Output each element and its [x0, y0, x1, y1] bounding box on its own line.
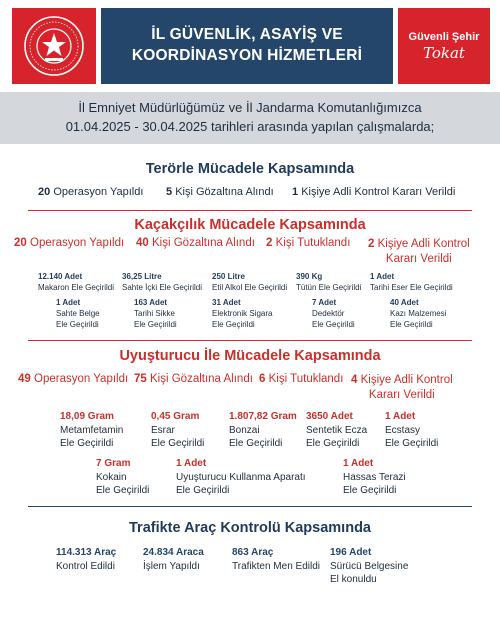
stat-number: 20 [14, 237, 27, 249]
terror-stat-judicial [292, 186, 455, 198]
item-value: 1 Adet [56, 298, 81, 307]
smuggling-stat-judicial [368, 237, 470, 267]
item-value: 250 Litre [212, 272, 245, 281]
stat-label: Operasyon Yapıldı [34, 373, 129, 385]
item-value: 40 Adet [390, 298, 419, 307]
item-desc-line2: Ele Geçirildi [312, 319, 355, 329]
item-value: 36,25 Litre [122, 272, 162, 281]
terror-stat-operations [38, 186, 143, 198]
stat-label: Operasyon Yapıldı [30, 237, 125, 249]
stat-number: 20 [38, 186, 51, 198]
drugs-item [343, 457, 406, 498]
item-desc-line2: Ele Geçirildi [212, 319, 255, 329]
item-desc: Makaron Ele Geçirildi [38, 282, 115, 292]
item-value: 196 Adet [330, 547, 372, 558]
stat-label-line2: Kararı Verildi [368, 388, 435, 401]
item-value: 0,45 Gram [151, 411, 200, 422]
item-desc: Sahte İçki Ele Geçirildi [122, 282, 203, 292]
item-desc: Tütün Ele Geçirildi [296, 282, 362, 292]
item-desc-line2: Ele Geçirildi [176, 485, 230, 496]
header-title-line1: İL GÜVENLİK, ASAYİŞ VE [151, 26, 343, 44]
item-value: 3650 Adet [306, 411, 353, 422]
brand-logo [398, 8, 490, 84]
item-desc: Dedektör [312, 308, 345, 318]
item-value: 1 Adet [385, 411, 416, 422]
stat-label: Kişiye Adli Kontrol Kararı Verildi [301, 186, 456, 198]
item-value: 7 Gram [96, 458, 131, 469]
stat-label: Kişiye Adli Kontrol [377, 238, 470, 250]
item-value: 12.140 Adet [38, 272, 83, 281]
stat-number: 40 [136, 237, 149, 249]
drugs-stat-judicial [351, 373, 453, 403]
smuggling-stat-arrests [266, 237, 350, 249]
item-desc: Sahte Belge [56, 308, 100, 318]
item-desc: Tarihi Sikke [134, 308, 175, 318]
stat-number: 49 [18, 373, 31, 385]
seal-emblem-icon [23, 15, 85, 77]
smuggling-section-title: Kaçakçılık Mücadele Kapsamında [134, 217, 366, 233]
drugs-item [151, 410, 204, 451]
smuggling-item [212, 298, 272, 330]
smuggling-item [296, 272, 361, 294]
item-desc: Sürücü Belgesine [330, 560, 409, 572]
item-desc: İşlem Yapıldı [143, 560, 200, 572]
smuggling-item [212, 272, 287, 294]
item-desc-line2: Ele Geçirildi [306, 438, 360, 449]
brand-line2: Tokat [423, 43, 465, 62]
item-value: 18,09 Gram [60, 411, 114, 422]
section-divider [28, 210, 472, 211]
smuggling-stat-detentions [136, 237, 255, 249]
smuggling-item [56, 298, 100, 330]
drugs-item [176, 457, 306, 498]
drugs-item [60, 410, 123, 451]
smuggling-stat-operations [14, 237, 124, 249]
intro-band [0, 92, 500, 144]
smuggling-item [134, 298, 177, 330]
item-value: 1 Adet [370, 272, 395, 281]
header-title [101, 8, 393, 84]
item-desc: Esrar [151, 424, 175, 436]
drugs-item [306, 410, 367, 451]
item-desc: Elektronik Sigara [212, 308, 273, 318]
stat-label: Kişi Gözaltına Alındı [152, 237, 255, 249]
traffic-item [330, 546, 408, 587]
item-desc-line2: El konuldu [330, 574, 377, 585]
item-value: 31 Adet [212, 298, 241, 307]
drugs-item [229, 410, 297, 451]
traffic-item [143, 546, 204, 573]
traffic-item [56, 546, 116, 573]
stat-label: Kişi Tutuklandı [268, 373, 344, 385]
stat-number: 2 [368, 238, 375, 250]
smuggling-item [370, 272, 453, 294]
drugs-stat-detentions [134, 373, 253, 385]
item-desc-line2: Ele Geçirildi [390, 319, 433, 329]
item-desc: Kokain [96, 471, 127, 483]
stat-label: Kişiye Adli Kontrol [360, 374, 453, 386]
stat-label: Kişi Gözaltına Alındı [150, 373, 253, 385]
stat-number: 6 [259, 373, 266, 385]
item-desc: Tarihi Eser Ele Geçirildi [370, 282, 453, 292]
drugs-stat-arrests [259, 373, 343, 385]
section-divider [28, 506, 472, 507]
stat-label: Operasyon Yapıldı [53, 186, 144, 198]
item-value: 1 Adet [176, 458, 207, 469]
traffic-item [232, 546, 320, 573]
item-desc-line2: Ele Geçirildi [229, 438, 283, 449]
header-title-line2: KOORDİNASYON HİZMETLERİ [131, 47, 363, 64]
item-value: 7 Adet [312, 298, 337, 307]
item-desc-line2: Ele Geçirildi [60, 438, 114, 449]
item-desc-line2: Ele Geçirildi [385, 438, 439, 449]
stat-label-line2: Kararı Verildi [385, 252, 452, 265]
item-desc: Etil Alkol Ele Geçirildi [212, 282, 288, 292]
intro-line1: İl Emniyet Müdürlüğümüz ve İl Jandarma Komutanlığımızca [78, 100, 422, 116]
smuggling-item [390, 298, 446, 330]
item-desc-line2: Ele Geçirildi [96, 485, 150, 496]
item-desc-line2: Ele Geçirildi [343, 485, 397, 496]
item-desc: Ecstasy [385, 424, 421, 436]
item-desc: Sentetik Ecza [306, 424, 368, 436]
item-desc: Kontrol Edildi [56, 560, 115, 572]
stat-label: Kişi Tutuklandı [275, 237, 351, 249]
stat-number: 4 [351, 374, 358, 386]
item-desc: Uyuşturucu Kullanma Aparatı [176, 471, 306, 483]
smuggling-item [312, 298, 355, 330]
stat-number: 75 [134, 373, 147, 385]
item-desc-line2: Ele Geçirildi [134, 319, 177, 329]
drugs-item [385, 410, 438, 451]
terror-section-title: Terörle Mücadele Kapsamında [145, 161, 355, 177]
item-value: 1 Adet [343, 458, 374, 469]
item-desc: Hassas Terazi [343, 471, 406, 483]
brand-line1: Güvenli Şehir [408, 30, 480, 43]
smuggling-item [38, 272, 114, 294]
item-value: 24.834 Araca [143, 547, 204, 558]
drugs-item [96, 457, 149, 498]
item-value: 1.807,82 Gram [229, 411, 297, 422]
item-value: 114.313 Araç [56, 547, 117, 558]
item-value: 863 Araç [232, 547, 274, 558]
header [0, 0, 500, 90]
item-value: 390 Kg [296, 272, 323, 281]
item-value: 163 Adet [134, 298, 168, 307]
stat-number: 5 [166, 186, 173, 198]
item-desc: Bonzai [229, 424, 260, 436]
item-desc-line2: Ele Geçirildi [56, 319, 99, 329]
terror-stat-detentions [166, 186, 274, 198]
drugs-section-title: Uyuşturucu İle Mücadele Kapsamında [119, 348, 381, 364]
traffic-section-title: Trafikte Araç Kontrolü Kapsamında [129, 520, 371, 536]
logo [12, 8, 96, 84]
intro-line2: 01.04.2025 - 30.04.2025 tarihleri arasında yapılan çalışmalarda; [65, 119, 435, 134]
item-desc-line2: Ele Geçirildi [151, 438, 205, 449]
stat-label: Kişi Gözaltına Alındı [175, 186, 274, 198]
smuggling-item [122, 272, 202, 294]
stat-number: 1 [292, 186, 299, 198]
stat-number: 2 [266, 237, 273, 249]
item-desc: Trafikten Men Edildi [232, 560, 320, 572]
section-divider [28, 340, 472, 341]
item-desc: Kazı Malzemesi [390, 308, 447, 318]
item-desc: Metamfetamin [60, 424, 124, 436]
drugs-stat-operations [18, 373, 128, 385]
